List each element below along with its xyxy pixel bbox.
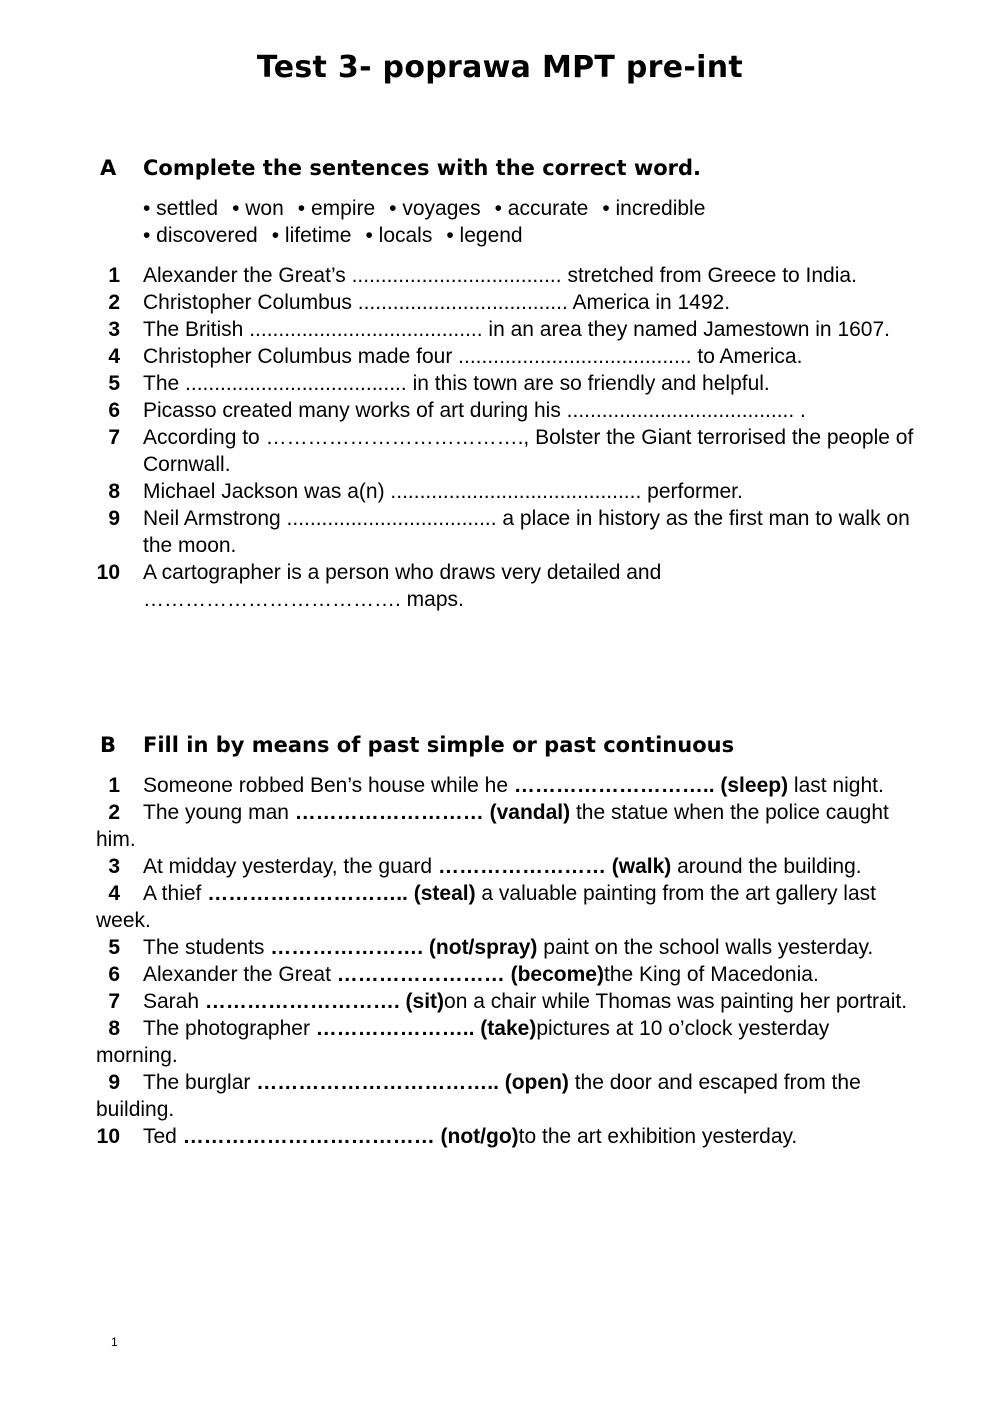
question-b-item — [96, 1069, 916, 1123]
question-text: A thief — [143, 882, 208, 905]
question-a-item — [96, 262, 916, 289]
answer-blank-with-verb: ………………………. (sit) — [204, 990, 445, 1013]
question-text: The ...................................... in this town are so friendly and helpful. — [143, 372, 770, 395]
question-text: Someone robbed Ben’s house while he — [143, 774, 514, 797]
question-text: At midday yesterday, the guard — [143, 855, 438, 878]
question-text: Neil Armstrong .................................... a place in history as the first man to walk on the moon. — [143, 507, 910, 557]
question-a-item — [96, 478, 916, 505]
section-b-heading — [100, 733, 734, 757]
question-text-end: the King of Macedonia. — [603, 963, 819, 986]
word-bank-item: • won — [232, 197, 284, 220]
word-bank-item: • settled — [143, 197, 219, 220]
question-number: 4 — [108, 345, 120, 368]
question-number: 10 — [96, 561, 120, 584]
answer-blank-with-verb: ……………………………… (not/go) — [182, 1125, 519, 1148]
question-text: The British ........................................ in an area they named Jamestown in 1607. — [143, 318, 890, 341]
word-bank-item: • voyages — [389, 197, 481, 220]
question-text-end: last night. — [788, 774, 884, 797]
word-bank-item: • legend — [446, 224, 523, 247]
question-number: 6 — [108, 963, 120, 986]
question-number: 4 — [108, 882, 120, 905]
question-a-item — [96, 370, 916, 397]
question-text-end: a valuable painting from the art gallery last week. — [96, 882, 876, 932]
question-text: The burglar — [143, 1071, 257, 1094]
question-b-item — [96, 853, 916, 880]
question-number: 1 — [108, 264, 120, 287]
question-a-item — [96, 397, 916, 424]
question-number: 10 — [96, 1125, 120, 1148]
question-b-item — [96, 934, 916, 961]
question-number: 6 — [108, 399, 120, 422]
question-number: 2 — [108, 801, 120, 824]
question-a-item — [96, 559, 916, 613]
word-bank-item: • locals — [365, 224, 433, 247]
answer-blank-with-verb: ……………………….. (sleep) — [513, 774, 789, 797]
question-b-item — [96, 772, 916, 799]
question-text-end: the statue when the police caught him. — [96, 801, 889, 851]
section-b-letter: B — [100, 733, 117, 757]
word-bank-item: • discovered — [143, 224, 258, 247]
question-text: According to ………………………………., Bolster the Giant terrorised the people of Cornwall. — [143, 426, 914, 476]
section-a-instruction: Complete the sentences with the correct word. — [143, 156, 702, 180]
question-a-item — [96, 289, 916, 316]
question-number: 3 — [108, 318, 120, 341]
word-bank-item: • lifetime — [271, 224, 352, 247]
section-a-letter: A — [100, 156, 117, 180]
question-text: The photographer — [143, 1017, 316, 1040]
question-text: Picasso created many works of art during his ....................................... . — [143, 399, 806, 422]
section-b-questions — [96, 772, 916, 1150]
answer-blank-with-verb: …………………………….. (open) — [256, 1071, 569, 1094]
section-a-questions — [96, 262, 916, 613]
section-a-heading — [100, 156, 701, 180]
question-number: 1 — [108, 774, 120, 797]
question-b-item — [96, 880, 916, 934]
section-b-instruction: Fill in by means of past simple or past continuous — [143, 733, 735, 757]
question-number: 3 — [108, 855, 120, 878]
word-bank-item: • accurate — [494, 197, 589, 220]
question-text: Alexander the Great — [143, 963, 337, 986]
question-text-end: pictures at 10 o’clock yesterday morning. — [96, 1017, 830, 1067]
page-number: 1 — [111, 1335, 118, 1349]
question-a-item — [96, 424, 916, 478]
question-b-item — [96, 961, 916, 988]
question-b-item — [96, 1123, 916, 1150]
question-number: 5 — [108, 936, 120, 959]
question-text: Christopher Columbus made four ........................................ to America. — [143, 345, 803, 368]
question-number: 5 — [108, 372, 120, 395]
question-text: The young man — [143, 801, 295, 824]
answer-blank-with-verb: ………………….. (take) — [315, 1017, 537, 1040]
question-b-item — [96, 1015, 916, 1069]
question-text: Alexander the Great’s .................................... stretched from Greece to India. — [143, 264, 857, 287]
question-text: The students — [143, 936, 271, 959]
question-text: Ted — [143, 1125, 183, 1148]
answer-blank-with-verb: …………………… (walk) — [437, 855, 672, 878]
question-b-item — [96, 988, 916, 1015]
word-bank-item: • empire — [297, 197, 376, 220]
question-number: 8 — [108, 1017, 120, 1040]
question-text-end: to the art exhibition yesterday. — [518, 1125, 798, 1148]
word-bank-item: • incredible — [602, 197, 706, 220]
question-number: 9 — [108, 1071, 120, 1094]
question-text: Christopher Columbus .................................... America in 1492. — [143, 291, 731, 314]
question-text-end: paint on the school walls yesterday. — [537, 936, 874, 959]
answer-blank-with-verb: …………………… (become) — [336, 963, 604, 986]
word-bank-line-2 — [143, 222, 719, 249]
question-text-end: on a chair while Thomas was painting her portrait. — [444, 990, 908, 1013]
word-bank-line-1 — [143, 195, 719, 222]
question-a-item — [96, 343, 916, 370]
answer-blank-with-verb: ……………………… (vandal) — [294, 801, 571, 824]
question-number: 7 — [108, 426, 120, 449]
question-text-end: around the building. — [671, 855, 862, 878]
question-text-end: the door and escaped from the building. — [96, 1071, 861, 1121]
answer-blank-with-verb: …………………. (not/spray) — [270, 936, 538, 959]
question-text: Michael Jackson was a(n) ........................................... performer. — [143, 480, 743, 503]
question-a-item — [96, 316, 916, 343]
question-number: 9 — [108, 507, 120, 530]
question-number: 7 — [108, 990, 120, 1013]
page-title: Test 3- poprawa MPT pre-int — [256, 50, 744, 85]
word-bank — [143, 195, 719, 249]
question-b-item — [96, 799, 916, 853]
answer-blank-with-verb: ……………………….. (steal) — [207, 882, 476, 905]
question-text: Sarah — [143, 990, 205, 1013]
question-number: 8 — [108, 480, 120, 503]
question-a-item — [96, 505, 916, 559]
question-number: 2 — [108, 291, 120, 314]
question-text: A cartographer is a person who draws very detailed and ………………………………. maps. — [143, 561, 662, 611]
